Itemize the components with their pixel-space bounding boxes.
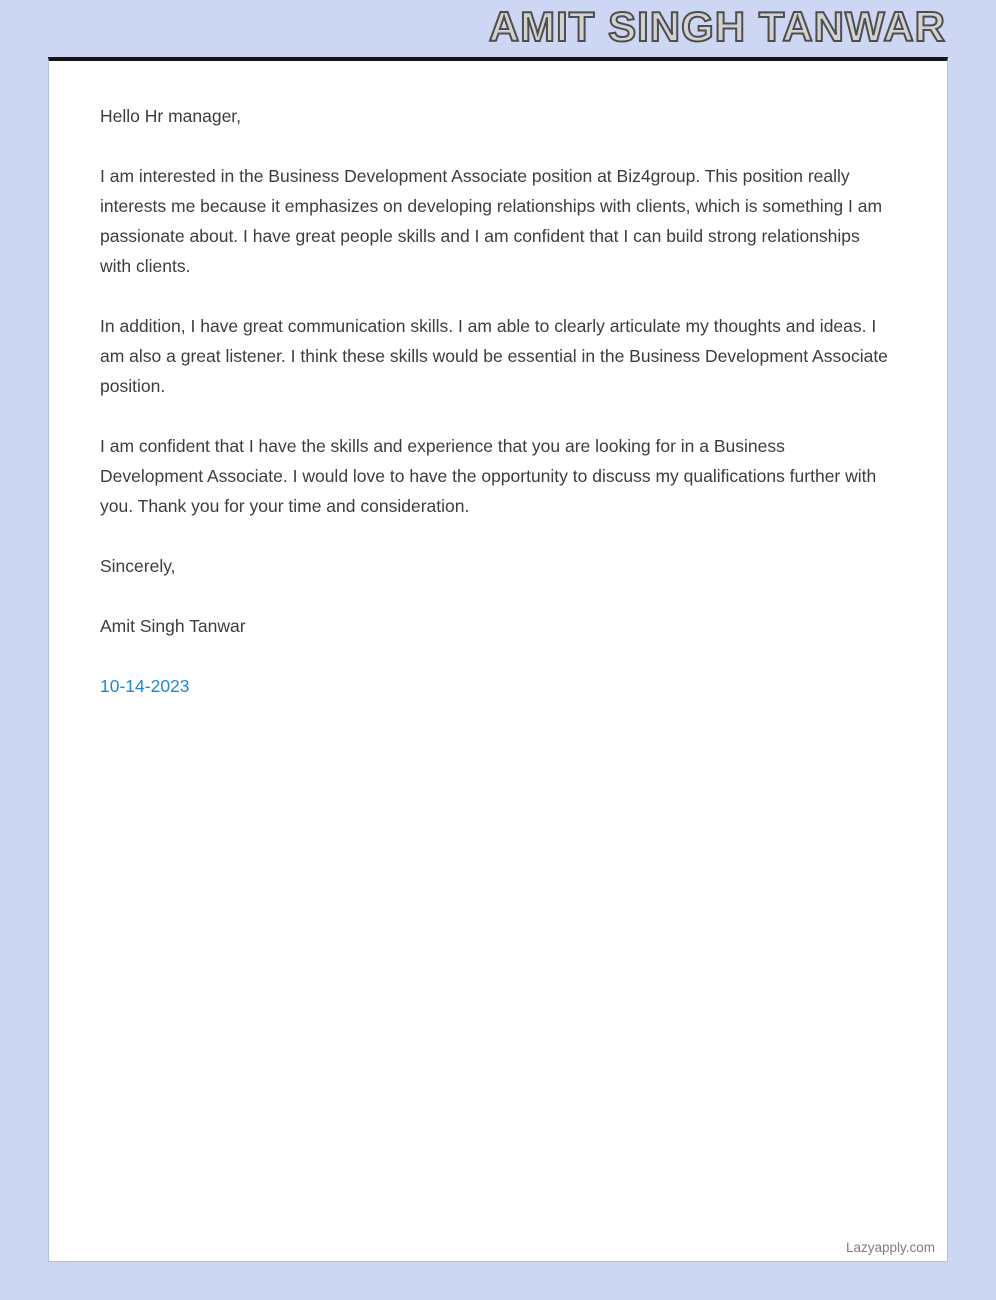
letter-paragraph-2: In addition, I have great communication skills. I am able to clearly articulate my thoughts and ideas. I am also a great listener. I think these skills would be essential in the Business Development Associate position. bbox=[100, 316, 888, 396]
letter-paragraph-1: I am interested in the Business Development Associate position at Biz4group. This position really interests me because it emphasizes on developing relationships with clients, which is something I am passionate about. I have great people skills and I am confident that I can build strong relationships with clients. bbox=[100, 166, 883, 276]
letter-signature: Amit Singh Tanwar bbox=[100, 616, 246, 636]
letter-page bbox=[48, 57, 948, 1262]
letter-body bbox=[49, 61, 947, 701]
header-name: AMIT SINGH TANWAR bbox=[488, 3, 946, 50]
letter-greeting: Hello Hr manager, bbox=[100, 106, 242, 126]
letter-paragraph-3: I am confident that I have the skills and experience that you are looking for in a Business Development Associate. I would love to have the opportunity to discuss my qualifications further with you. Thank you for your time and consideration. bbox=[100, 436, 877, 516]
letter-date: 10-14-2023 bbox=[100, 676, 190, 696]
letter-closing: Sincerely, bbox=[100, 556, 176, 576]
footer-brand: Lazyapply.com bbox=[845, 1240, 935, 1255]
